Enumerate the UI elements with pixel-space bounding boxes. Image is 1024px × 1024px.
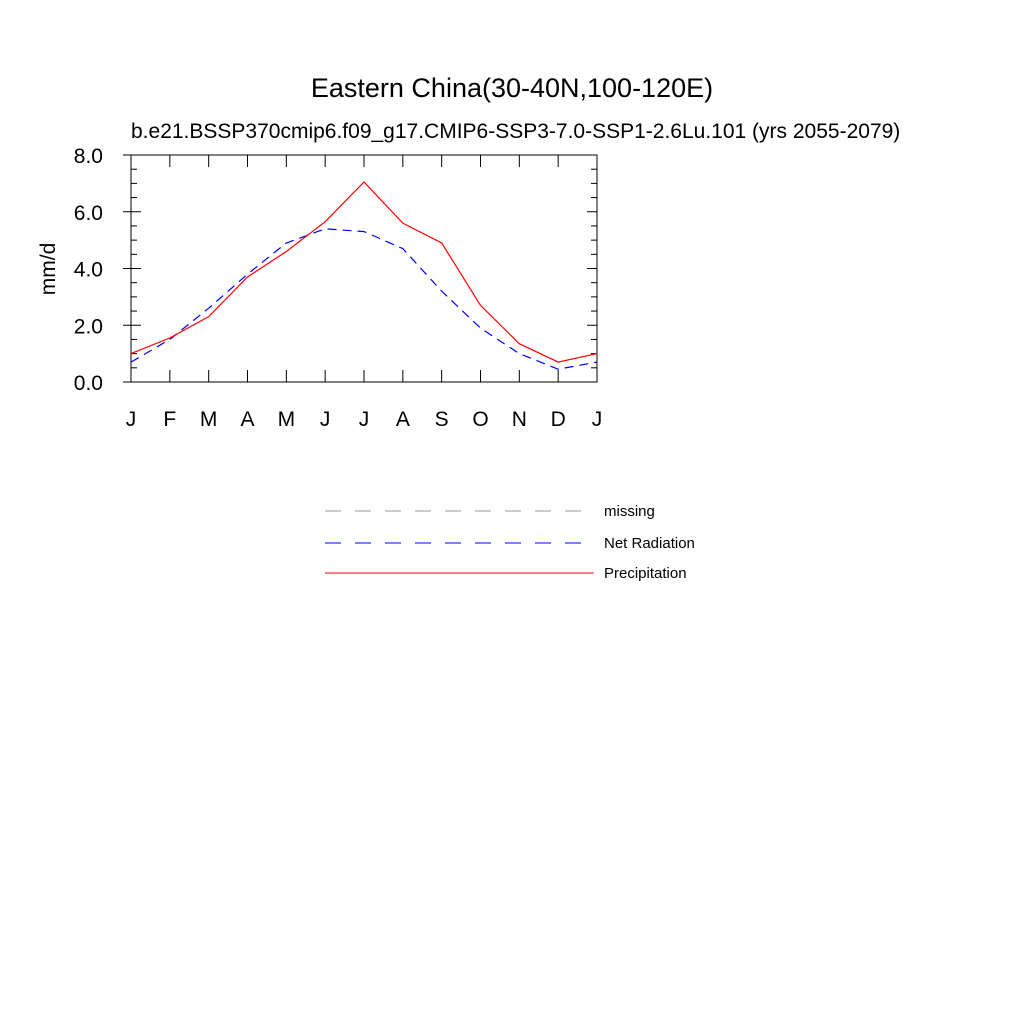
- series-line-precipitation: [131, 182, 597, 362]
- x-tick-labels: [126, 408, 603, 431]
- x-tick-label: J: [319, 408, 331, 431]
- legend-label: Net Radiation: [604, 535, 695, 552]
- x-tick-label: J: [125, 408, 137, 431]
- y-tick-label: 6.0: [73, 201, 103, 225]
- x-tick-label: O: [472, 408, 489, 431]
- x-tick-label: J: [358, 408, 370, 431]
- y-tick-label: 0.0: [73, 372, 103, 395]
- x-tick-label: J: [591, 408, 603, 431]
- x-tick-label: N: [511, 408, 527, 431]
- axis-ticks: [123, 155, 597, 382]
- series-line-net-radiation: [131, 229, 597, 369]
- x-tick-label: F: [163, 408, 177, 431]
- y-tick-label: 2.0: [73, 315, 103, 339]
- x-tick-label: M: [277, 408, 296, 431]
- legend-label: Precipitation: [604, 565, 687, 582]
- y-tick-labels: [74, 145, 103, 395]
- legend-label: missing: [604, 503, 655, 520]
- x-tick-label: A: [395, 408, 410, 431]
- y-tick-label: 8.0: [73, 145, 103, 168]
- x-tick-label: A: [240, 408, 255, 431]
- series-lines: [131, 182, 597, 369]
- x-tick-label: M: [199, 408, 218, 431]
- x-tick-label: D: [550, 408, 566, 431]
- x-tick-label: S: [434, 408, 449, 431]
- chart-title: Eastern China(30-40N,100-120E): [310, 73, 714, 103]
- y-tick-label: 4.0: [73, 258, 103, 282]
- legend: [325, 503, 695, 582]
- y-axis-label: mm/d: [37, 242, 60, 296]
- chart-subtitle: b.e21.BSSP370cmip6.f09_g17.CMIP6-SSP3-7.0-SSP1-2.6Lu.101 (yrs 2055-2079): [131, 120, 901, 143]
